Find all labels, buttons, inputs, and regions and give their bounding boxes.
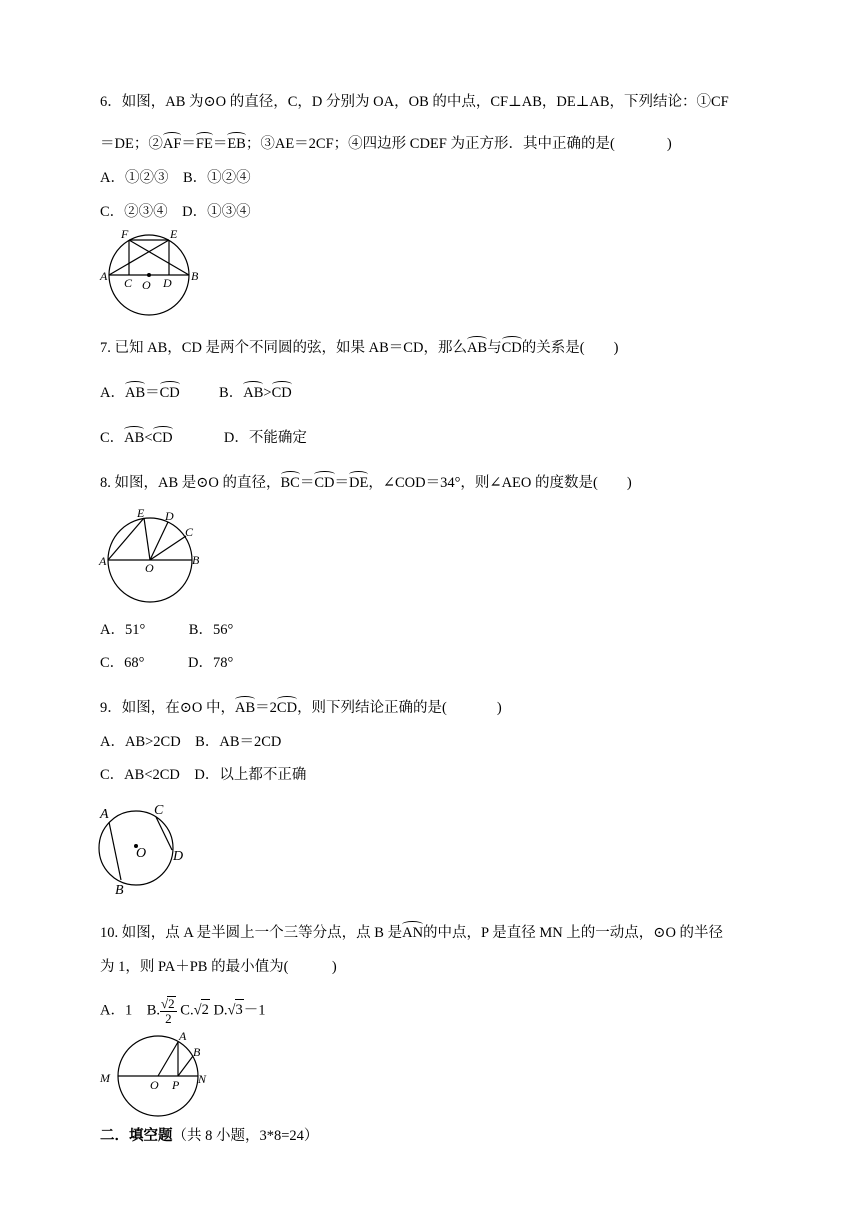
- svg-text:O: O: [136, 846, 147, 861]
- q9-options-ab: A．AB>2CD B．AB＝2CD: [100, 734, 282, 750]
- q8-options-ab: A．51° B．56°: [100, 622, 234, 638]
- svg-text:B: B: [192, 553, 200, 567]
- svg-text:B: B: [191, 269, 199, 283]
- svg-text:F: F: [121, 227, 129, 241]
- q6-figure: [100, 226, 210, 316]
- q6-line2: ＝DE；②AF＝FE＝EB；③AE＝2CF；④四边形 CDEF 为正方形．其中正确的是( ): [100, 136, 672, 152]
- svg-text:E: E: [170, 227, 178, 241]
- svg-text:O: O: [150, 1078, 159, 1092]
- q10-options: A．1 B. $\frac{√2}{2}$ C.√2 D.√3－1: [100, 996, 266, 1026]
- q9-figure: [96, 800, 196, 896]
- svg-text:O: O: [145, 561, 154, 575]
- q8-stem: 8. 如图，AB 是⊙O 的直径，BC＝CD＝DE，∠COD＝34°，则∠AEO 的度数是( ): [100, 475, 632, 491]
- q9-options-cd: C．AB<2CD D．以上都不正确: [100, 767, 307, 783]
- q6-options-ab: A．①②③ B．①②④: [100, 170, 251, 186]
- svg-text:C: C: [124, 276, 133, 290]
- svg-text:A: A: [99, 554, 107, 568]
- svg-text:A: A: [100, 807, 109, 822]
- svg-text:D: D: [165, 509, 174, 523]
- svg-text:D: D: [163, 276, 172, 290]
- svg-text:O: O: [142, 278, 151, 292]
- q6-line1: 6．如图，AB 为⊙O 的直径，C，D 分别为 OA，OB 的中点，CF⊥AB，DE⊥AB，下列结论：①CF: [100, 94, 729, 110]
- svg-text:B: B: [193, 1045, 201, 1059]
- svg-text:C: C: [185, 525, 194, 539]
- q7-options-ab: A．AB＝CD B．AB>CD: [100, 385, 292, 401]
- svg-text:A: A: [100, 269, 108, 283]
- q7-options-cd: C．AB<CD D．不能确定: [100, 430, 307, 446]
- svg-text:A: A: [179, 1029, 187, 1043]
- q8-options-cd: C．68° D．78°: [100, 655, 234, 671]
- q9-stem: 9．如图，在⊙O 中，AB＝2CD，则下列结论正确的是( ): [100, 700, 502, 716]
- svg-text:M: M: [100, 1071, 110, 1085]
- svg-text:N: N: [198, 1072, 207, 1086]
- q10-line2: 为 1，则 PA＋PB 的最小值为( ): [100, 959, 337, 975]
- svg-text:P: P: [172, 1078, 180, 1092]
- svg-text:D: D: [173, 849, 184, 864]
- svg-text:B: B: [115, 883, 124, 898]
- q10-line1: 10. 如图，点 A 是半圆上一个三等分点，点 B 是AN的中点，P 是直径 MN 上的一动点，⊙O 的半径: [100, 925, 724, 941]
- svg-text:E: E: [137, 506, 145, 520]
- section2-heading: 二．填空题（共 8 小题，3*8=24）: [100, 1128, 319, 1144]
- q8-figure: [98, 506, 208, 578]
- q10-figure: [96, 1028, 216, 1120]
- svg-text:C: C: [154, 803, 164, 818]
- q7-stem: 7. 已知 AB，CD 是两个不同圆的弦，如果 AB＝CD，那么AB与CD的关系是( ): [100, 340, 619, 356]
- q6-options-cd: C．②③④ D．①③④: [100, 204, 251, 220]
